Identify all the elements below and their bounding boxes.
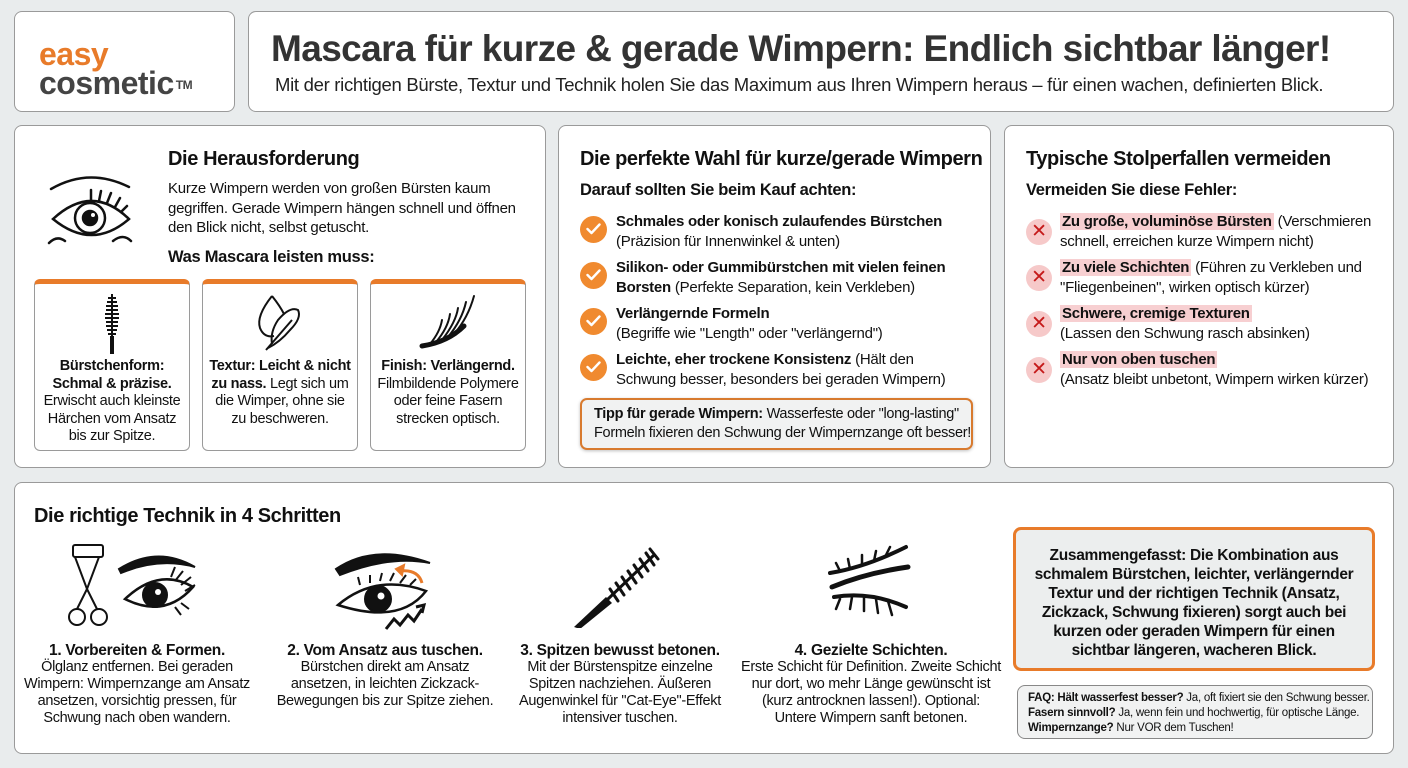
faq-item: Wimpernzange? Nur VOR dem Tuschen!: [1028, 722, 1234, 734]
faq-box: [1017, 685, 1373, 739]
drop-feather-icon: [250, 292, 310, 354]
page-subtitle: Mit der richtigen Bürste, Textur und Technik holen Sie das Maximum aus Ihren Wimpern heraus – für einen wachen, definierten Blick.: [275, 74, 1324, 95]
mascara-brush-icon: [82, 292, 142, 354]
choice-title: Die perfekte Wahl für kurze/gerade Wimpern: [580, 148, 983, 170]
check-icon: [580, 308, 607, 335]
faq-item: Fasern sinnvoll? Ja, wenn fein und hochwertig, für optische Länge.: [1028, 707, 1360, 719]
check-icon: [580, 354, 607, 381]
choice-section: Die perfekte Wahl für kurze/gerade Wimpern Darauf sollten Sie beim Kauf achten: Schmales oder konisch zulaufendes Bürstchen (Präzision für Innenwinkel & unten) Silikon- oder Gummibürstchen mit vielen feinen Borsten (Perfekte Separation, kein Verkleben) Verlängernde Formeln (Begriffe wie "Length" oder "verlängernd") Leichte, eher trockene Konsistenz (Hält den Schwung besser, besonders bei geraden Wimpern) Tipp für gerade Wimpern: Wasserfeste oder "long-lasting" Formeln fixieren den Schwung der Wimpernzange oft besser!: [558, 125, 991, 468]
challenge-subtitle: Was Mascara leisten muss:: [168, 248, 375, 266]
step-3: [515, 483, 725, 743]
step-2-text: 2. Vom Ansatz aus tuschen. Bürstchen direkt am Ansatz ansetzen, in leichten Zickzack-Bewegungen bis zur Spitze ziehen.: [276, 642, 494, 709]
step-1: [19, 483, 255, 743]
summary-box: Zusammengefasst: Die Kombination aus schmalem Bürstchen, leichter, verlängernder Textur und der richtigen Technik (Ansatz, Zickzack, Schwung fixieren) sorgt auch bei kurzen oder geraden Wimpern für einen sichtbar längeren, wacheren Blick.: [1013, 527, 1375, 671]
logo-cosmetic: [39, 67, 192, 99]
layered-lashes-icon: [826, 543, 916, 623]
step-4: [741, 483, 1001, 743]
step-3-text: 3. Spitzen bewusst betonen. Mit der Bürstenspitze einzelne Spitzen nachziehen. Äußeren Augenwinkel für "Cat-Eye"-Effekt intensiver tuschen.: [519, 642, 721, 726]
x-icon: ✕: [1026, 265, 1052, 291]
challenge-section: [14, 125, 546, 468]
tip-box: Tipp für gerade Wimpern: Wasserfeste oder "long-lasting" Formeln fixieren den Schwung der Wimpernzange oft besser!: [580, 398, 973, 450]
step-4-text: 4. Gezielte Schichten. Erste Schicht für Definition. Zweite Schicht nur dort, wo mehr Länge gewünscht ist (kurz antrocknen lassen!). Optional: Untere Wimpern sanft betonen.: [741, 642, 1001, 726]
feature-brush-text: Bürstchenform: Schmal & präzise. Erwischt auch kleinste Härchen vom Ansatz bis zur Spitze.: [43, 358, 181, 444]
technique-section: [14, 482, 1394, 754]
feature-finish: [370, 279, 526, 451]
logo-card: [14, 11, 235, 112]
technique-title: Die richtige Technik in 4 Schritten: [34, 505, 341, 527]
choice-subtitle: Darauf sollten Sie beim Kauf achten:: [580, 181, 857, 199]
mascara-wand-icon: [570, 543, 670, 628]
challenge-text: Kurze Wimpern werden von großen Bürsten kaum gegriffen. Gerade Wimpern hängen schnell und öffnen den Blick nicht, selbst getuscht.: [168, 180, 516, 236]
logo-cosmetic-text: cosmetic: [39, 65, 174, 101]
x-icon: ✕: [1026, 311, 1052, 337]
eye-zigzag-arrow-icon: [330, 543, 440, 633]
page-title: Mascara für kurze & gerade Wimpern: Endlich sichtbar länger!: [271, 28, 1331, 69]
step-2: [271, 483, 499, 743]
trademark: TM: [175, 78, 193, 92]
pitfalls-section: Typische Stolperfallen vermeiden Vermeiden Sie diese Fehler: ✕ Zu große, voluminöse Bürsten (Verschmieren schnell, erreichen kurze Wimpern nicht) ✕ Zu viele Schichten (Führen zu Verkleben und "Fliegenbeinen", wirken optisch kürzer) ✕ Schwere, cremige Texturen (Lassen den Schwung rasch absinken) ✕ Nur von oben tuschen (Ansatz bleibt unbetont, Wimpern wirken kürzer): [1004, 125, 1394, 468]
check-icon: [580, 262, 607, 289]
title-card: [248, 11, 1394, 112]
x-icon: ✕: [1026, 357, 1052, 383]
eyelash-curler-eye-icon: [67, 543, 207, 628]
lashes-icon: [418, 292, 478, 354]
logo-easy: easy: [39, 36, 109, 72]
x-icon: ✕: [1026, 219, 1052, 245]
feature-texture: [202, 279, 358, 451]
feature-brush: [34, 279, 190, 451]
check-icon: [580, 216, 607, 243]
pitfalls-title: Typische Stolperfallen vermeiden: [1026, 148, 1331, 170]
pitfalls-subtitle: Vermeiden Sie diese Fehler:: [1026, 181, 1238, 199]
feature-texture-text: Textur: Leicht & nicht zu nass. Legt sich um die Wimper, ohne sie zu beschweren.: [209, 358, 351, 427]
feature-finish-text: Finish: Verlängernd. Filmbildende Polymere oder feine Fasern strecken optisch.: [377, 358, 519, 427]
eye-with-lashes-icon: [47, 171, 137, 251]
step-1-text: 1. Vorbereiten & Formen. Ölglanz entfernen. Bei geraden Wimpern: Wimpernzange am Ansatz ansetzen, vorsichtig pressen, für Schwung nach oben wandern.: [23, 642, 250, 726]
challenge-title: Die Herausforderung: [168, 148, 360, 170]
faq-item: FAQ: Hält wasserfest besser? Ja, oft fixiert sie den Schwung besser.: [1028, 692, 1370, 704]
